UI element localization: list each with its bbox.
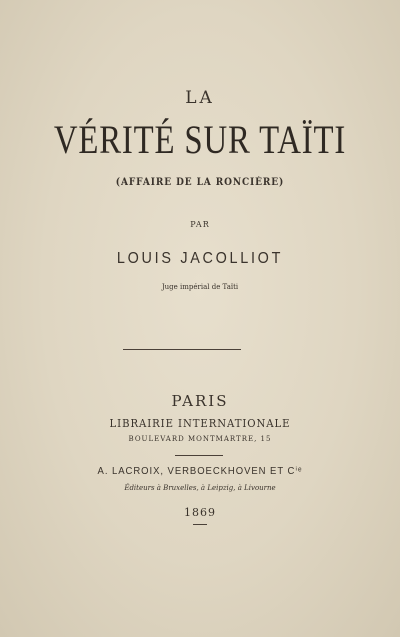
imprint-printer: A. LACROIX, VERBOECKHOVEN ET Cⁱᵉ [97, 466, 303, 477]
imprint-address: BOULEVARD MONTMARTRE, 15 [128, 435, 272, 443]
imprint-city: PARIS [171, 392, 229, 410]
imprint-year: 1869 [184, 506, 216, 519]
author-role: Juge impérial de Taïti [161, 283, 239, 291]
imprint-publisher: LIBRAIRIE INTERNATIONALE [109, 417, 291, 430]
imprint-rule [175, 455, 223, 456]
book-subtitle: (AFFAIRE DE LA RONCIÈRE) [115, 177, 285, 188]
title-article: LA [185, 88, 215, 108]
by-label: PAR [190, 220, 210, 229]
closing-rule [193, 524, 207, 525]
imprint-printer-places: Éditeurs à Bruxelles, à Leipzig, à Livourne [124, 484, 276, 492]
ornamental-divider [123, 349, 241, 350]
author-name: LOUIS JACOLLIOT [116, 250, 284, 267]
book-title: VÉRITÉ SUR TAÏTI [53, 117, 347, 162]
